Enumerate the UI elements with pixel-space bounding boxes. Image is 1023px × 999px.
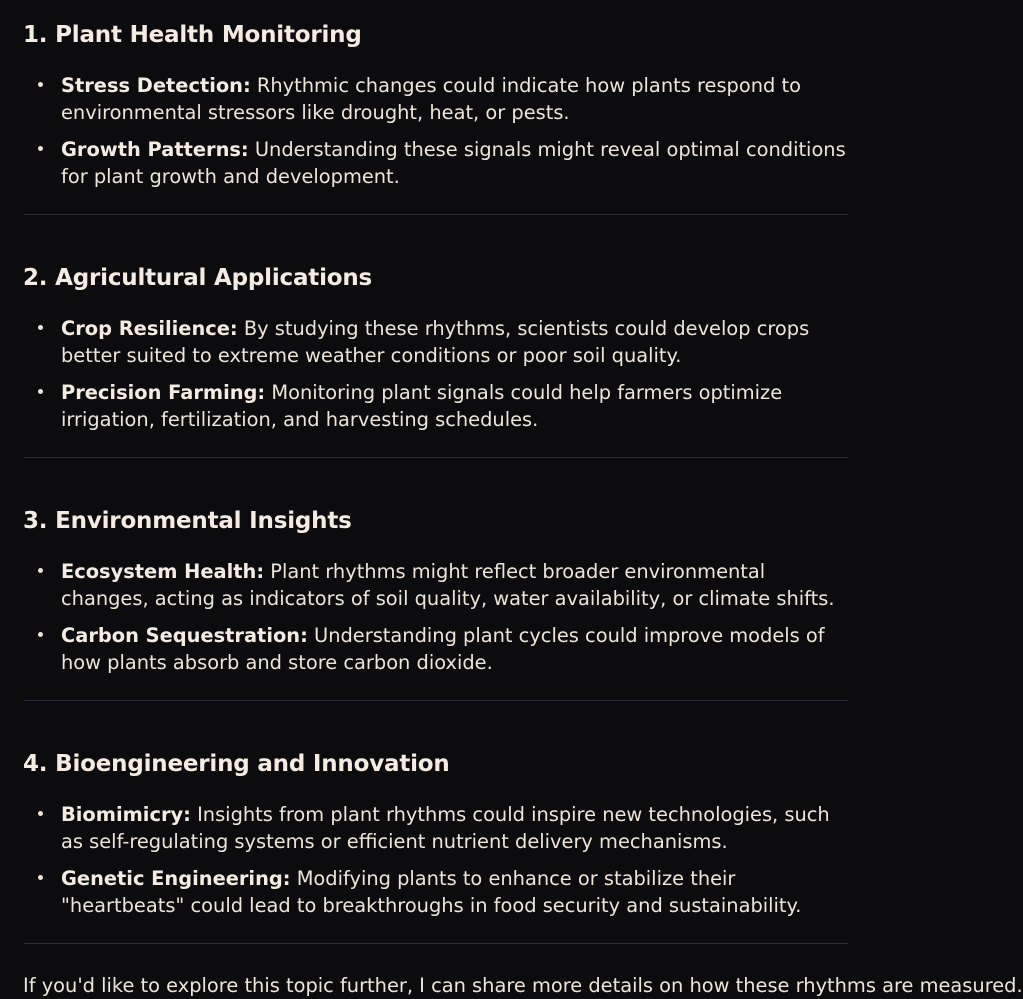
section-divider [24,214,848,215]
bullet-term: Biomimicry: [61,803,191,826]
bullet-description: Understanding plant cycles could improve models of how plants absorb and store carbon dioxide. [61,624,825,674]
bullet-dot-icon [38,389,43,394]
bullet-term: Crop Resilience: [61,317,238,340]
closing-paragraph-text: If you'd like to explore this topic further, I can share more details on how these rhythms are measured. [23,974,1023,997]
bullet-text [61,315,846,369]
bullet-text [61,72,846,126]
section-divider [24,457,848,458]
bullet-term: Ecosystem Health: [61,560,265,583]
bullet-description: Monitoring plant signals could help farmers optimize irrigation, fertilization, and harvesting schedules. [61,381,783,431]
bullet-text [61,379,846,433]
bullet-term: Carbon Sequestration: [61,624,308,647]
closing-paragraph [23,968,1023,997]
bullet-term: Stress Detection: [61,74,251,97]
section-divider [24,943,848,944]
bullet-text [61,558,846,612]
bullet-text [61,136,846,190]
bullet-term: Genetic Engineering: [61,867,291,890]
section-heading: 1. Plant Health Monitoring [23,22,362,48]
bullet-description: Insights from plant rhythms could inspire new technologies, such as self-regulating systems or efficient nutrient delivery mechanisms. [61,803,830,853]
section-heading: 3. Environmental Insights [23,508,352,534]
bullet-dot-icon [38,632,43,637]
bullet-term: Growth Patterns: [61,138,249,161]
bullet-dot-icon [38,146,43,151]
bullet-text [61,865,846,919]
section-divider [24,700,848,701]
bullet-dot-icon [38,811,43,816]
section-heading: 2. Agricultural Applications [23,265,373,291]
bullet-dot-icon [38,325,43,330]
bullet-description: Modifying plants to enhance or stabilize their "heartbeats" could lead to breakthroughs in food security and sustainability. [61,867,802,917]
bullet-term: Precision Farming: [61,381,266,404]
bullet-text [61,622,846,676]
bullet-text [61,801,846,855]
bullet-dot-icon [38,875,43,880]
bullet-description: Rhythmic changes could indicate how plants respond to environmental stressors like drought, heat, or pests. [61,74,801,124]
section-heading: 4. Bioengineering and Innovation [23,751,450,777]
bullet-description: By studying these rhythms, scientists could develop crops better suited to extreme weather conditions or poor soil quality. [61,317,810,367]
bullet-dot-icon [38,82,43,87]
bullet-description: Plant rhythms might reflect broader environmental changes, acting as indicators of soil quality, water availability, or climate shifts. [61,560,835,610]
bullet-description: Understanding these signals might reveal optimal conditions for plant growth and development. [61,138,846,188]
bullet-dot-icon [38,568,43,573]
